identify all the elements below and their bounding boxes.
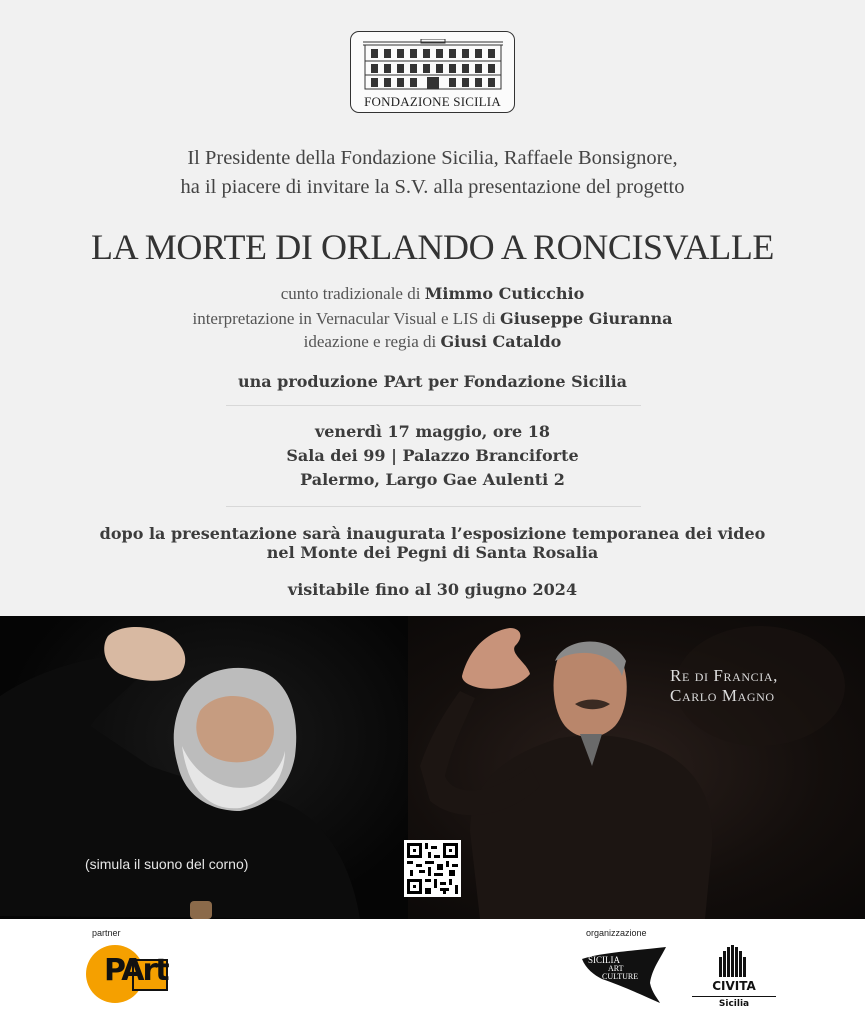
footer-logos	[0, 919, 865, 1024]
logo-word-3: CULTURE	[602, 972, 639, 981]
sicilia-art-culture-logo	[580, 945, 672, 1005]
credit-role: interpretazione in Vernacular Visual e LIS di	[192, 309, 501, 328]
qr-code[interactable]	[404, 840, 461, 897]
logo-text: FONDAZIONE SICILIA	[364, 94, 501, 109]
performer-photos	[0, 616, 865, 919]
page-title: LA MORTE DI ORLANDO A RONCISVALLE	[91, 227, 774, 267]
part-logo	[86, 945, 170, 1003]
civita-divider	[692, 996, 776, 997]
production-line: una produzione PArt per Fondazione Sicilia	[237, 372, 628, 391]
part-logo-text: PArt	[104, 953, 168, 988]
divider	[226, 405, 641, 406]
logo-word-1: SICILIA	[588, 955, 620, 965]
event-venue: Sala dei 99 | Palazzo Branciforte	[286, 446, 579, 465]
civita-name: CIVITA	[712, 979, 756, 993]
left-performer	[0, 627, 360, 919]
event-date: venerdì 17 maggio, ore 18	[314, 422, 551, 441]
caption-right-line-1: Re di Francia,	[670, 666, 778, 685]
qr-code-icon	[404, 840, 461, 897]
visitable-until: visitabile fino al 30 giugno 2024	[287, 580, 578, 599]
logo-word-2: ART	[608, 964, 624, 973]
credit-line	[0, 309, 865, 329]
intro-line-1: Il Presidente della Fondazione Sicilia, Raffaele Bonsignore,	[187, 147, 678, 169]
credit-name: Mimmo Cuticchio	[424, 284, 585, 303]
credit-role: cunto tradizionale di	[280, 284, 425, 303]
exhibition-line-2: nel Monte dei Pegni di Santa Rosalia	[266, 543, 599, 562]
caption-right	[670, 666, 860, 706]
sicily-island-icon	[580, 945, 672, 1005]
exhibition-line-1: dopo la presentazione sarà inaugurata l’esposizione temporanea dei video	[99, 524, 766, 543]
credit-name: Giusi Cataldo	[440, 332, 562, 351]
credit-name: Giuseppe Giuranna	[500, 309, 673, 328]
credit-line	[0, 284, 865, 304]
palace-facade-icon	[359, 39, 507, 91]
civita-logo	[692, 943, 776, 1013]
caption-left: (simula il suono del corno)	[85, 856, 249, 872]
civita-towers-icon	[692, 943, 776, 979]
caption-right-line-2: Carlo Magno	[670, 686, 775, 705]
divider	[226, 506, 641, 507]
organization-label: organizzazione	[586, 928, 647, 938]
fondazione-sicilia-logo	[350, 31, 515, 113]
civita-sub: Sicilia	[718, 999, 750, 1009]
intro-line-2: ha il piacere di invitare la S.V. alla presentazione del progetto	[180, 176, 685, 198]
credit-line	[0, 332, 865, 352]
event-address: Palermo, Largo Gae Aulenti 2	[300, 470, 565, 489]
right-performer	[420, 628, 712, 919]
partner-label: partner	[92, 928, 121, 938]
credit-role: ideazione e regia di	[303, 332, 441, 351]
